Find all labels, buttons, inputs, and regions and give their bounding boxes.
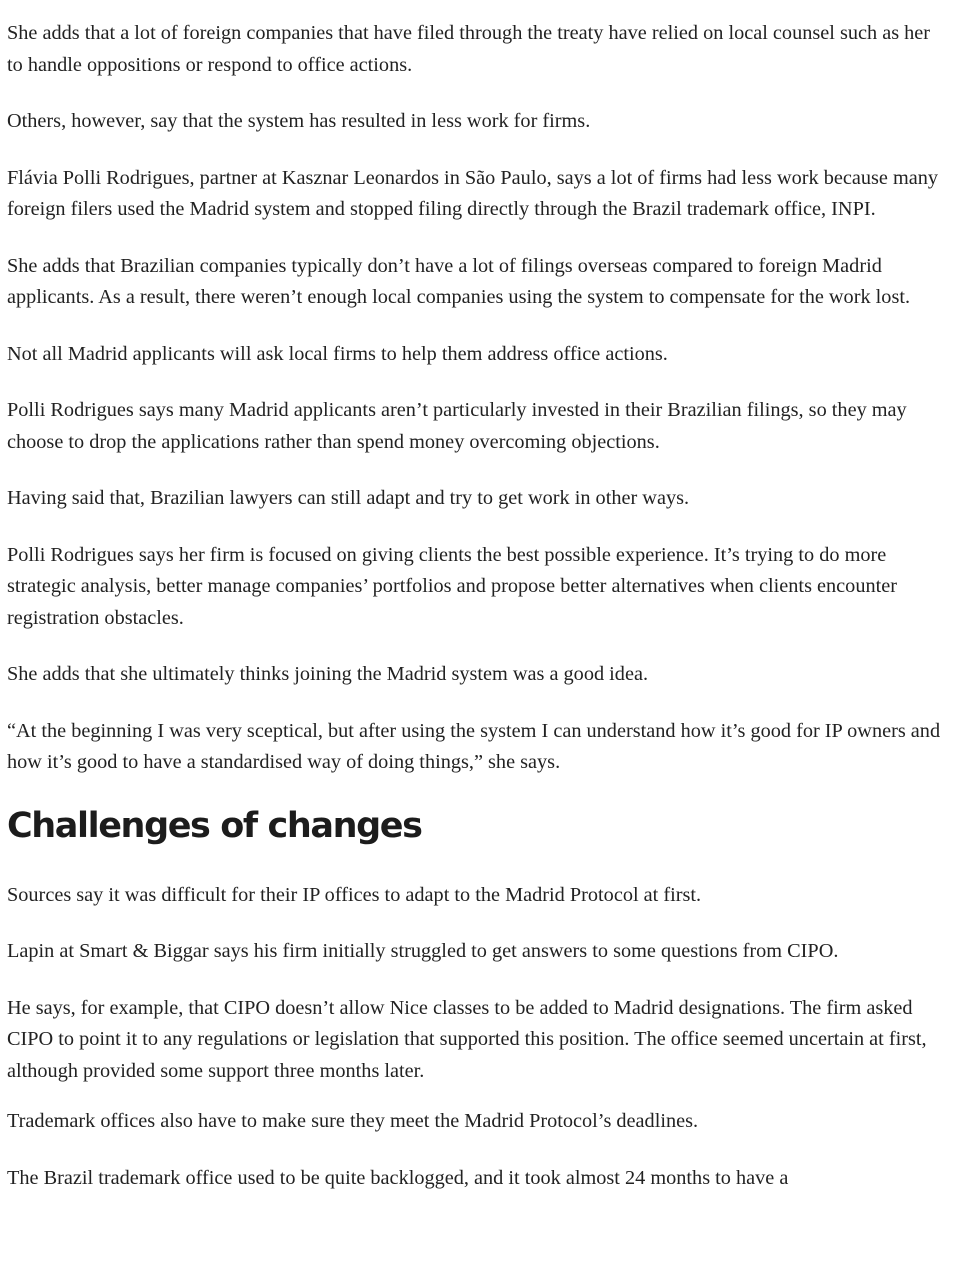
paragraph: Having said that, Brazilian lawyers can still adapt and try to get work in other ways. <box>7 487 690 509</box>
paragraph: Trademark offices also have to make sure they meet the Madrid Protocol’s deadlines. <box>7 1110 699 1132</box>
paragraph: She adds that a lot of foreign companies that have filed through the treaty have relied on local counsel such as her to handle oppositions or respond to office actions. <box>7 22 931 76</box>
section-heading: Challenges of changes <box>7 805 422 846</box>
paragraph: Not all Madrid applicants will ask local firms to help them address office actions. <box>7 342 668 365</box>
article-body <box>7 18 947 1219</box>
paragraph: Lapin at Smart & Biggar says his firm initially struggled to get answers to some questions from CIPO. <box>7 940 839 962</box>
paragraph: The Brazil trademark office used to be quite backlogged, and it took almost 24 months to have a <box>7 1166 789 1189</box>
paragraph: Sources say it was difficult for their IP offices to adapt to the Madrid Protocol at first. <box>7 883 702 906</box>
paragraph: She adds that she ultimately thinks joining the Madrid system was a good idea. <box>7 663 649 685</box>
paragraph: Flávia Polli Rodrigues, partner at Kasznar Leonardos in São Paulo, says a lot of firms had less work because many foreign filers used the Madrid system and stopped filing directly through the Brazil trademark office, INPI. <box>7 166 939 220</box>
paragraph: Polli Rodrigues says many Madrid applicants aren’t particularly invested in their Brazilian filings, so they may choose to drop the applications rather than spend money overcoming objections. <box>7 399 907 453</box>
paragraph: He says, for example, that CIPO doesn’t allow Nice classes to be added to Madrid designations. The firm asked CIPO to point it to any regulations or legislation that supported this position. The office seemed uncertain at first, although provided some support three months later. <box>7 996 927 1082</box>
paragraph: Others, however, say that the system has resulted in less work for firms. <box>7 110 591 132</box>
paragraph: Polli Rodrigues says her firm is focused on giving clients the best possible experience. It’s trying to do more strategic analysis, better manage companies’ portfolios and propose better alternatives when clients encounter registration obstacles. <box>7 543 897 629</box>
paragraph: “At the beginning I was very sceptical, but after using the system I can understand how it’s good for IP owners and how it’s good to have a standardised way of doing things,” she says. <box>7 719 941 773</box>
paragraph: She adds that Brazilian companies typically don’t have a lot of filings overseas compared to foreign Madrid applicants. As a result, there weren’t enough local companies using the system to compensate for the work lost. <box>7 254 911 308</box>
